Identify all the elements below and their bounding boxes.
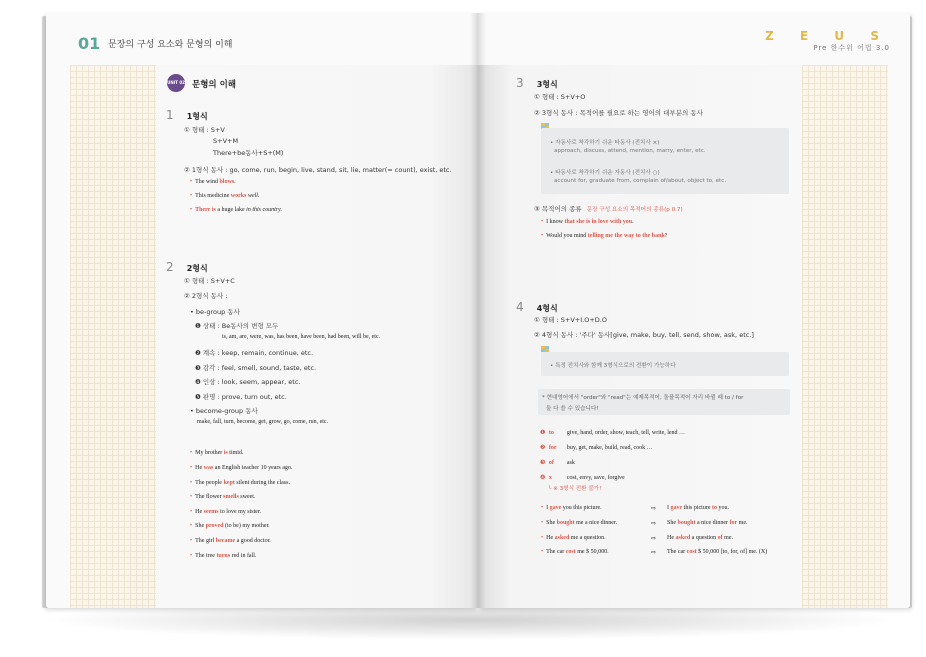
example-sentence: • She proved (to be) my mother. [190,523,270,529]
section-number: 4 [516,300,524,314]
verb-group: • be-group 동사 [190,308,240,316]
example-sentence: • The tree turns red in fall. [190,553,257,559]
example-sentence: • The girl became a good doctor. [190,538,271,544]
book-gutter [470,13,486,608]
verb-label: ② 3형식 동사 : 목적어를 필요로 하는 영어의 대부분의 동사 [534,109,703,117]
example-sentence: • There is a huge lake in this country. [190,207,283,213]
verb-category: ❹ 인상 : look, seem, appear, etc. [195,378,301,386]
object-types: ③ 목적어의 종류 문장 구성 요소의 목적어의 종류(p 0.7) [534,205,683,213]
form-line: ① 형태 : S+V+C [184,277,235,285]
preposition-row: ❸ of ask [540,460,575,466]
tip-text: • 특정 전치사와 함께 3형식으로의 전환이 가능하다 [550,363,676,369]
example-sentence: • I gave you this picture. [541,505,602,511]
preposition-row: ❷ for buy, get, make, build, read, cook … [540,445,653,451]
converted-sentence: I gave this picture to you. [667,505,729,511]
preposition-row: ❶ to give, hand, order, show, teach, tell, write, lend … [540,430,686,436]
section-1-header [166,104,208,123]
converted-sentence: She bought a nice dinner for me. [667,520,748,526]
section-3-header [516,72,558,91]
note-line: * 현대영어에서 "order"와 "read"는 예제목적어, 돌플목적어 자리 바뀔 때 to / for [542,395,744,401]
example-sentence: • My brother is timid. [190,450,244,456]
unit-badge: UNIT 02 [167,74,185,92]
section-4-header [516,296,558,315]
example-sentence: • She bought me a nice dinner. [541,520,618,526]
arrow-icon: ⇨ [651,550,657,556]
example-sentence: • He was an English teacher 10 years ago. [190,465,293,471]
verb-list: is, am, are, were, was, has been, have been, had been, will be, etc. [222,334,381,340]
form-line: ① 형태 : S+V [184,126,225,134]
section-title: 2형식 [186,264,208,273]
form-line: S+V+M [213,137,239,145]
verb-category: ❶ 상태 : Be동사의 변형 모두 [195,322,279,330]
example-sentence: • I know that she is in love with you. [541,219,634,225]
brand-subtitle: Pre 한수위 어법 3.0 [813,44,890,52]
verb-category: ❺ 판명 : prove, turn out, etc. [195,393,287,401]
verb-category: ❷ 계속 : keep, remain, continue, etc. [195,349,314,357]
form-line: ① 형태 : S+V+O [534,93,586,101]
verb-label: ② 2형식 동사 : [184,292,228,300]
verb-category: ❸ 감각 : feel, smell, sound, taste, etc. [195,364,317,372]
brand-block [765,29,890,53]
left-page [46,13,478,608]
arrow-icon: ⇨ [651,536,657,542]
unit-title: 문형의 이해 [192,80,237,90]
section-title: 1형식 [186,112,208,121]
tip-list: account for, graduate from, complain of/about, object to, etc. [554,178,727,184]
converted-sentence: The car cost $ 50,000 [to, for, of] me. (X) [667,549,768,555]
verb-group: • become-group 동사 [190,407,258,415]
converted-sentence: He asked a question of me. [667,535,734,541]
section-2-header [166,256,208,275]
note-line: 둘 다 쓸 수 있습니다! [546,406,599,412]
section-title: 3형식 [536,80,558,89]
form-line: ① 형태 : S+V+I.O+D.O [534,316,607,324]
example-sentence: • He asked me a question. [541,535,606,541]
example-sentence: • The wind blows. [190,179,236,185]
margin-grid-left [70,65,156,608]
example-sentence: • The flower smells sweet. [190,494,256,500]
verb-label: ② 4형식 동사 : '주다' 동사[give, make, buy, tell, send, show, ask, etc.] [534,331,754,339]
form-line: There+be동사+S+(M) [213,149,284,157]
verb-list: ② 1형식 동사 : go, come, run, begin, live, stand, sit, lie, matter(= count), exist, etc. [184,166,452,174]
section-title: 4형식 [536,304,558,313]
chapter-title: 문장의 구성 요소와 문형의 이해 [108,40,233,50]
example-sentence: • Would you mind telling me the way to the bank? [541,233,668,239]
section-number: 3 [516,76,524,90]
tip-title: • 자동사로 착각하기 쉬운 타동사 (전치사 ×) [550,140,660,146]
arrow-icon: ⇨ [651,506,657,512]
preposition-row: ❹ x cost, envy, save, forgive [540,475,625,481]
section-number: 1 [166,108,174,122]
verb-list: make, fall, turn, become, get, grow, go, come, run, etc. [197,419,329,425]
tip-list: approach, discuss, attend, mention, marry, enter, etc. [554,148,706,154]
brand-logo: Z E U S [765,29,890,43]
example-sentence: • This medicine works well. [190,193,260,199]
chapter-number: 01 [78,34,101,53]
example-sentence: • The car cost me $ 50,000. [541,549,609,555]
tip-title: • 타동사로 착각하기 쉬운 자동사 (전치사 ○) [550,170,660,176]
conversion-note: └ ※ 3형식 전환 불가! [548,486,602,492]
arrow-icon: ⇨ [651,521,657,527]
example-sentence: • He seems to love my sister. [190,509,262,515]
margin-grid-right [802,65,888,608]
example-sentence: • The people kept silent during the class. [190,480,290,486]
section-number: 2 [166,260,174,274]
